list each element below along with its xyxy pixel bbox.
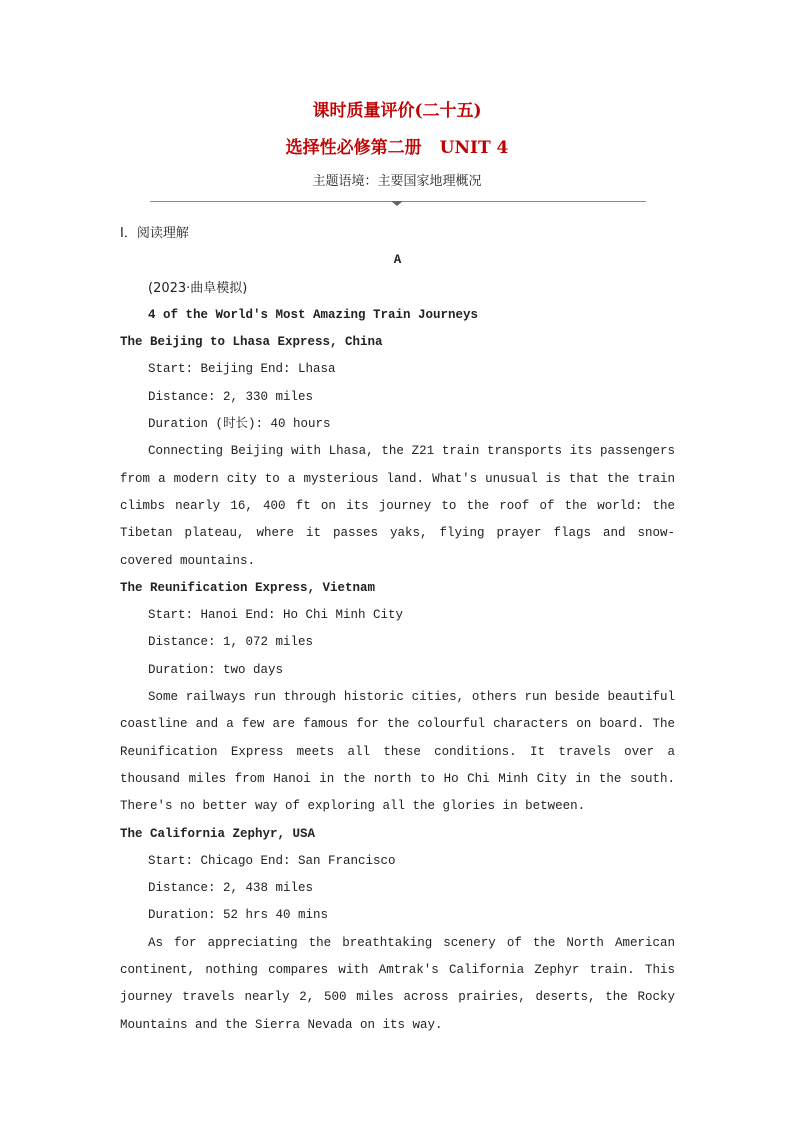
divider-triangle-icon xyxy=(391,201,403,206)
reading-passage xyxy=(120,220,675,1039)
theme-line: 主题语境：主要国家地理概况 xyxy=(312,174,482,189)
page-subtitle xyxy=(0,133,794,158)
section-heading: Ⅰ．阅读理解 xyxy=(120,226,189,241)
journey-duration: Duration (时长): 40 hours xyxy=(148,417,331,432)
journey-start-end: Start: Chicago End: San Francisco xyxy=(148,853,396,868)
subtitle-main: 选择性必修第二册 xyxy=(285,138,422,158)
part-label: A xyxy=(393,253,402,268)
journey-description: Some railways run through historic cities, others run beside beautiful coastline and a few are famous for the colourful characters on board. The Reunification Express meets all these conditions. It travels over a thousand miles from Hanoi in the north to Ho Chi Minh City in the south. There's no better way of exploring all the glories in between. xyxy=(120,690,675,814)
journey-duration: Duration: two days xyxy=(148,662,284,677)
journey-duration: Duration: 52 hrs 40 mins xyxy=(148,908,329,923)
journey-distance: Distance: 2, 330 miles xyxy=(148,389,314,404)
journey-name: The Beijing to Lhasa Express, China xyxy=(120,335,383,350)
journey-description: Connecting Beijing with Lhasa, the Z21 train transports its passengers from a modern city to a mysterious land. What's unusual is that the train climbs nearly 16, 400 ft on its journey to the roof of the world: the Tibetan plateau, where it passes yaks, flying prayer flags and snow-covered mountains. xyxy=(120,444,675,568)
journey-distance: Distance: 2, 438 miles xyxy=(148,881,314,896)
journey-start-end: Start: Hanoi End: Ho Chi Minh City xyxy=(148,608,404,623)
journey-description: As for appreciating the breathtaking scenery of the North American continent, nothing compares with Amtrak's California Zephyr train. This journey travels nearly 2, 500 miles across prairies, deserts, the Rocky Mountains and the Sierra Nevada on its way. xyxy=(120,935,675,1032)
page-title: 课时质量评价(二十五) xyxy=(312,101,482,121)
journey-name: The Reunification Express, Vietnam xyxy=(120,580,376,595)
article-title: 4 of the World's Most Amazing Train Journeys xyxy=(148,307,479,322)
subtitle-unit: UNIT 4 xyxy=(439,138,509,158)
journey-distance: Distance: 1, 072 miles xyxy=(148,635,314,650)
journey-start-end: Start: Beijing End: Lhasa xyxy=(148,362,336,377)
journey-name: The California Zephyr, USA xyxy=(120,826,316,841)
source-note: (2023·曲阜模拟) xyxy=(148,280,248,296)
